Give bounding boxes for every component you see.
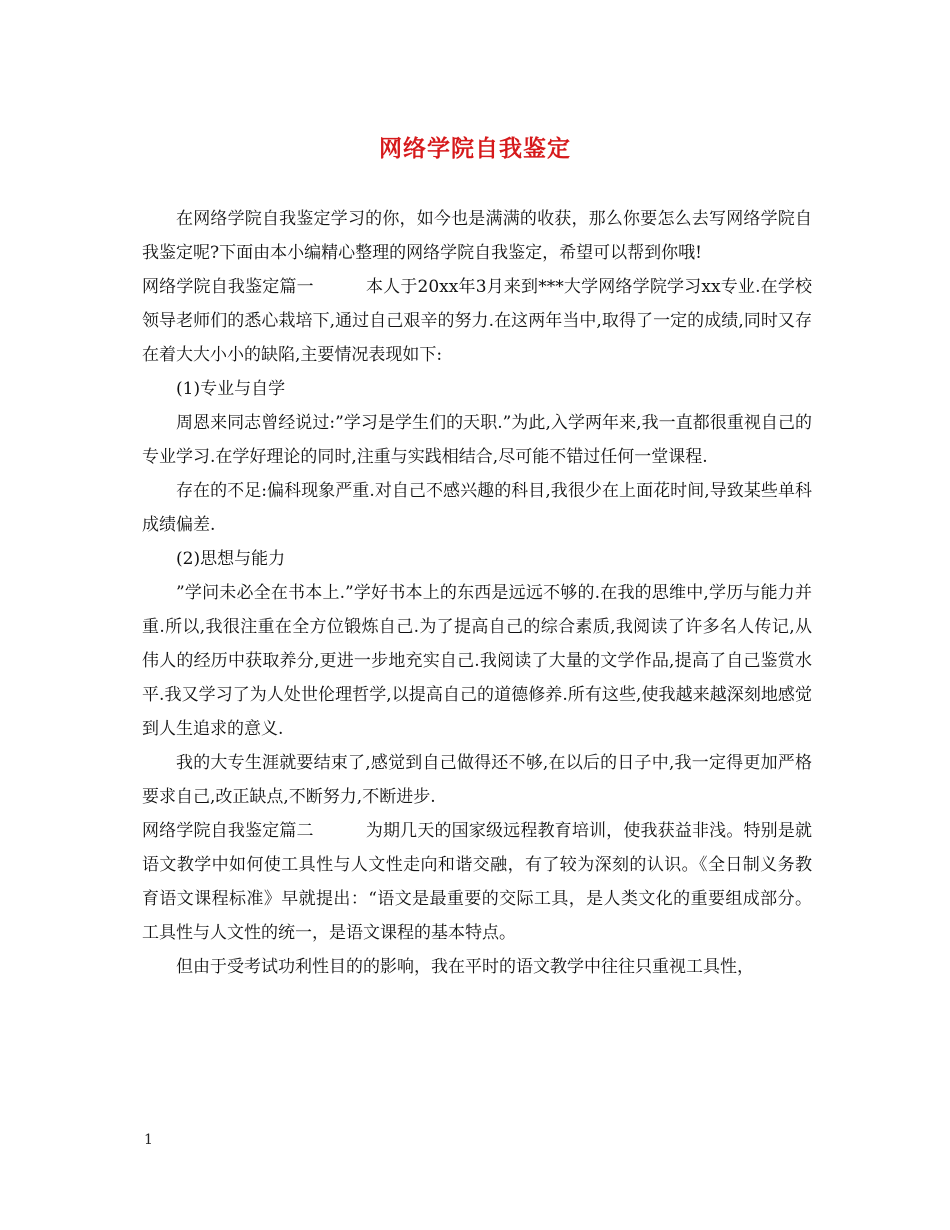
subheading-major-study: (1)专业与自学 (176, 379, 286, 399)
paragraph-exam-influence: 但由于受考试功利性目的的影响，我在平时的语文教学中往往只重视工具性， (176, 957, 754, 977)
document-body (142, 202, 812, 984)
subheading-thought-ability: (2)思想与能力 (176, 549, 286, 569)
paragraph-part-two (142, 814, 812, 950)
paragraph-study-quote: 周恩来同志曾经说过:”学习是学生们的天职.”为此,入学两年来,我一直都很重视自己的专业学习.在学好理论的同时,注重与实践相结合,尽可能不错过任何一堂课程. (142, 413, 812, 467)
paragraph-conclusion: 我的大专生涯就要结束了,感觉到自己做得还不够,在以后的日子中,我一定得更加严格要求自己,改正缺点,不断努力,不断进步. (142, 753, 812, 807)
paragraph-shortcomings: 存在的不足:偏科现象严重.对自己不感兴趣的科目,我很少在上面花时间,导致某些单科成绩偏差. (142, 481, 812, 535)
section-heading-part-one: 网络学院自我鉴定篇一 (142, 277, 314, 297)
paragraph-part-two-text: 为期几天的国家级远程教育培训，使我获益非浅。特别是就语文教学中如何使工具性与人文性走向和谐交融，有了较为深刻的认识。《全日制义务教育语文课程标准》早就提出：“语文是最重要的交际工具，是人类文化的重要组成部分。工具性与人文性的统一，是语文课程的基本特点。 (142, 821, 813, 943)
paragraph-thought-ability: ”学问未必全在书本上.”学好书本上的东西是远远不够的.在我的思维中,学历与能力并重.所以,我很注重在全方位锻炼自己.为了提高自己的综合素质,我阅读了许多名人传记,从伟人的经历中获取养分,更进一步地充实自己.我阅读了大量的文学作品,提高了自己鉴赏水平.我又学习了为人处世伦理哲学,以提高自己的道德修养.所有这些,使我越来越深刻地感觉到人生追求的意义. (142, 583, 812, 739)
paragraph-part-one-text: 本人于20xx年3月来到***大学网络学院学习xx专业.在学校领导老师们的悉心栽培下,通过自己艰辛的努力.在这两年当中,取得了一定的成绩,同时又存在着大大小小的缺陷,主要情况表现如下: (142, 277, 813, 365)
paragraph-part-one (142, 270, 812, 372)
section-heading-part-two: 网络学院自我鉴定篇二 (142, 821, 314, 841)
paragraph-intro: 在网络学院自我鉴定学习的你，如今也是满满的收获，那么你要怎么去写网络学院自我鉴定呢?下面由本小编精心整理的网络学院自我鉴定，希望可以帮到你哦! (142, 209, 812, 263)
document-title: 网络学院自我鉴定 (379, 135, 571, 162)
page-number: 1 (144, 1132, 153, 1148)
